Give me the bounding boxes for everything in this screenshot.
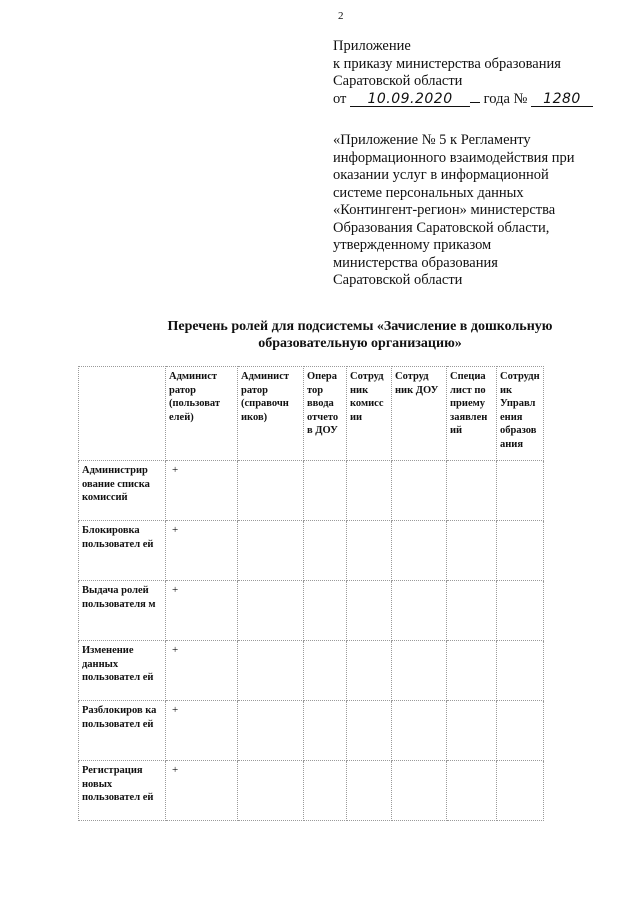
annex-line: системе персональных данных bbox=[333, 184, 524, 201]
role-mark bbox=[447, 581, 497, 641]
role-mark bbox=[392, 461, 447, 521]
table-row bbox=[79, 761, 544, 821]
annex-line: Образования Саратовской области, bbox=[333, 219, 550, 236]
column-header: Сотруд ник комисс ии bbox=[347, 367, 392, 461]
role-mark bbox=[497, 761, 544, 821]
role-mark bbox=[447, 761, 497, 821]
role-mark bbox=[347, 461, 392, 521]
annex-line: министерства образования bbox=[333, 254, 498, 271]
role-mark bbox=[304, 461, 347, 521]
role-mark bbox=[304, 581, 347, 641]
role-mark bbox=[497, 641, 544, 701]
role-mark bbox=[238, 641, 304, 701]
role-mark bbox=[392, 641, 447, 701]
annex-line: «Контингент-регион» министерства bbox=[333, 202, 556, 218]
role-mark bbox=[447, 461, 497, 521]
column-header: Специа лист по приему заявлен ий bbox=[447, 367, 497, 461]
role-mark bbox=[347, 521, 392, 581]
role-mark: + bbox=[166, 641, 238, 701]
role-mark bbox=[447, 701, 497, 761]
role-mark bbox=[497, 701, 544, 761]
table-row bbox=[79, 521, 544, 581]
role-mark bbox=[392, 581, 447, 641]
region-name: Саратовской области bbox=[333, 73, 463, 89]
table-header-row bbox=[79, 367, 544, 461]
title-line: образовательную организацию» bbox=[258, 336, 462, 351]
role-mark bbox=[304, 521, 347, 581]
page-number: 2 bbox=[338, 10, 344, 22]
role-mark bbox=[347, 701, 392, 761]
role-mark bbox=[347, 641, 392, 701]
order-date-line bbox=[333, 91, 628, 109]
corner-cell bbox=[79, 367, 166, 461]
function-cell: Изменение данных пользовател ей bbox=[79, 641, 166, 701]
role-mark bbox=[347, 581, 392, 641]
year-number-label: года № bbox=[483, 90, 528, 107]
annex-line: оказании услуг в информационной bbox=[333, 167, 549, 183]
roles-table bbox=[78, 366, 544, 821]
role-mark bbox=[238, 581, 304, 641]
order-reference: к приказу министерства образования bbox=[333, 55, 561, 72]
annex-line: «Приложение № 5 к Регламенту bbox=[333, 132, 531, 148]
role-mark bbox=[304, 701, 347, 761]
function-cell: Выдача ролей пользователя м bbox=[79, 581, 166, 641]
role-mark bbox=[238, 701, 304, 761]
table-row bbox=[79, 581, 544, 641]
function-cell: Блокировка пользовател ей bbox=[79, 521, 166, 581]
role-mark bbox=[497, 581, 544, 641]
table-row bbox=[79, 461, 544, 521]
function-cell: Регистрация новых пользовател ей bbox=[79, 761, 166, 821]
role-mark: + bbox=[166, 701, 238, 761]
annex-reference bbox=[333, 132, 623, 290]
annex-line: утвержденному приказом bbox=[333, 237, 492, 253]
appendix-heading: Приложение bbox=[333, 38, 411, 54]
column-header: Админист ратор (пользоват елей) bbox=[166, 367, 238, 461]
function-cell: Администрир ование списка комиссий bbox=[79, 461, 166, 521]
from-label: от bbox=[333, 90, 347, 107]
function-cell: Разблокиров ка пользовател ей bbox=[79, 701, 166, 761]
annex-line: Саратовской области bbox=[333, 272, 463, 288]
role-mark bbox=[347, 761, 392, 821]
role-mark bbox=[238, 761, 304, 821]
table-row bbox=[79, 701, 544, 761]
role-mark bbox=[392, 761, 447, 821]
column-header: Сотруд ник ДОУ bbox=[392, 367, 447, 461]
role-mark: + bbox=[166, 521, 238, 581]
table-row bbox=[79, 641, 544, 701]
annex-line: информационного взаимодействия при bbox=[333, 149, 575, 166]
role-mark bbox=[392, 701, 447, 761]
role-mark bbox=[304, 761, 347, 821]
role-mark bbox=[447, 521, 497, 581]
role-mark bbox=[238, 521, 304, 581]
column-header: Админист ратор (справочн иков) bbox=[238, 367, 304, 461]
role-mark: + bbox=[166, 761, 238, 821]
column-header: Сотрудн ик Управл ения образов ания bbox=[497, 367, 544, 461]
role-mark bbox=[497, 521, 544, 581]
role-mark bbox=[447, 641, 497, 701]
order-number: 1280 bbox=[531, 92, 593, 107]
title-line: Перечень ролей для подсистемы «Зачисление в дошкольную bbox=[167, 319, 553, 334]
role-mark: + bbox=[166, 461, 238, 521]
document-title bbox=[120, 318, 600, 352]
order-date: 10.09.2020 bbox=[350, 92, 470, 107]
role-mark bbox=[304, 641, 347, 701]
role-mark bbox=[497, 461, 544, 521]
role-mark: + bbox=[166, 581, 238, 641]
column-header: Опера тор ввода отчето в ДОУ bbox=[304, 367, 347, 461]
order-header bbox=[333, 38, 628, 108]
role-mark bbox=[392, 521, 447, 581]
role-mark bbox=[238, 461, 304, 521]
